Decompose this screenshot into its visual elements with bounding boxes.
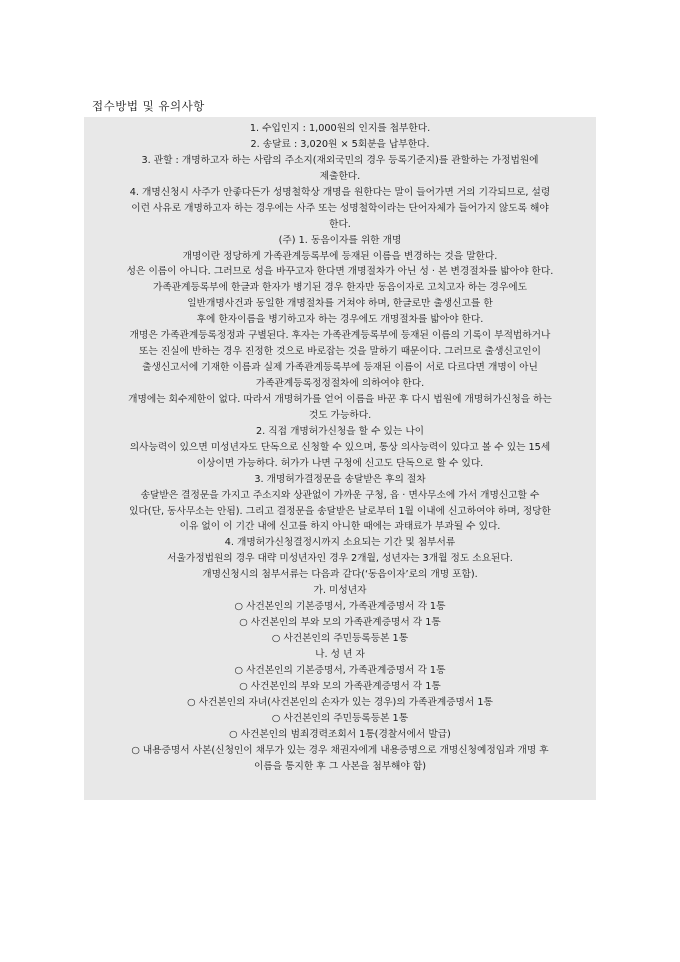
text-line: 이런 사유로 개명하고자 하는 경우에는 사주 또는 성명철학이라는 단어자체가 들어가지 않도록 해야 <box>131 202 549 214</box>
text-line: 개명이란 정당하게 가족관계등록부에 등재된 이름을 변경하는 것을 말한다. <box>182 250 498 262</box>
text-line: ○ 사건본인의 주민등록등본 1통 <box>271 633 409 644</box>
text-line: 한다. <box>329 218 351 230</box>
text-line: 개명은 가족관계등록정정과 구별된다. 후자는 가족관계등록부에 등재된 이름의 기록이 부적법하거나 <box>129 330 551 342</box>
text-line: 1. 수입인지 : 1,000원의 인지를 첩부한다. <box>249 123 431 134</box>
text-line: 3. 개명허가결정문을 송달받은 후의 절차 <box>254 473 426 485</box>
text-line: 가족관계등록정정절차에 의하여야 한다. <box>255 378 425 389</box>
text-line: ○ 사건본인의 자녀(사건본인의 손자가 있는 경우)의 가족관계증명서 1통 <box>187 696 493 708</box>
text-line: 의사능력이 있으면 미성년자도 단독으로 신청할 수 있으며, 통상 의사능력이 있다고 볼 수 있는 15세 <box>129 441 551 453</box>
text-line: 성은 이름이 아니다. 그러므로 성을 바꾸고자 한다면 개명절차가 아닌 성 · 본 변경절차를 밟아야 한다. <box>126 266 554 278</box>
notice-box <box>84 117 596 800</box>
text-line: 4. 개명허가신청결정시까지 소요되는 기간 및 첨부서류 <box>224 537 456 549</box>
text-line: ○ 내용증명서 사본(신청인이 채무가 있는 경우 채권자에게 내용증명으로 개명신청예정임과 개명 후 <box>131 744 549 756</box>
text-line: 2. 송달료 : 3,020원 × 5회분을 납부한다. <box>250 138 430 150</box>
text-line: 가. 미성년자 <box>313 585 367 597</box>
text-line: 2. 직접 개명허가신청을 할 수 있는 나이 <box>255 425 425 437</box>
text-line: ○ 사건본인의 기본증명서, 가족관계증명서 각 1통 <box>234 664 446 676</box>
text-line: 이상이면 가능하다. 허가가 나면 구청에 신고도 단독으로 할 수 있다. <box>196 457 484 469</box>
text-line: ○ 사건본인의 기본증명서, 가족관계증명서 각 1통 <box>234 601 446 613</box>
text-line: 개명신청시의 첨부서류는 다음과 같다(‘동음이자’로의 개명 포함). <box>202 569 478 581</box>
text-line: 출생신고서에 기재한 이름과 실제 가족관계등록부에 등재된 이름이 서로 다르다면 개명이 아닌 <box>142 362 538 374</box>
text-line: ○ 사건본인의 범죄경력조회서 1통(경찰서에서 발급) <box>229 728 451 740</box>
text-line: 개명에는 회수제한이 없다. 따라서 개명허가를 얻어 이름을 바꾼 후 다시 법원에 개명허가신청을 하는 <box>128 393 552 405</box>
document-heading: 접수방법 및 유의사항 <box>92 99 205 113</box>
text-line: 일반개명사건과 동일한 개명절차를 거쳐야 하며, 한글로만 출생신고를 한 <box>187 298 493 310</box>
text-line: 것도 가능하다. <box>308 409 372 421</box>
text-line: 후에 한자이름을 병기하고자 하는 경우에도 개명절차를 밟아야 한다. <box>196 314 484 326</box>
text-line: 이유 없이 이 기간 내에 신고를 하지 아니한 때에는 과태료가 부과될 수 있다. <box>179 521 501 533</box>
text-line: ○ 사건본인의 부와 모의 가족관계증명서 각 1통 <box>239 680 441 692</box>
text-line: 가족관계등록부에 한글과 한자가 병기된 경우 한자만 동음이자로 고치고자 하는 경우에도 <box>153 282 527 294</box>
text-line: 이름을 통지한 후 그 사본을 첨부해야 함) <box>254 760 426 772</box>
text-line: (주) 1. 동음이자를 위한 개명 <box>278 234 402 246</box>
text-line: 있다(단, 동사무소는 안됨). 그리고 결정문을 송달받은 날로부터 1월 이내에 신고하여야 하며, 정당한 <box>129 505 551 517</box>
text-line: 또는 진실에 반하는 경우 진정한 것으로 바로잡는 것을 말하기 때문이다. 그러므로 출생신고인이 <box>139 346 541 358</box>
text-line: ○ 사건본인의 부와 모의 가족관계증명서 각 1통 <box>239 617 441 629</box>
text-line: 서울가정법원의 경우 대략 미성년자인 경우 2개월, 성년자는 3개월 정도 소요된다. <box>167 553 513 565</box>
text-line: 4. 개명신청시 사주가 안좋다든가 성명철학상 개명을 원한다는 말이 들어가면 거의 기각되므로, 설령 <box>129 186 551 198</box>
text-line: 나. 성 년 자 <box>315 648 365 660</box>
text-line: 3. 관할 : 개명하고자 하는 사람의 주소지(재외국민의 경우 등록기준지)를 관할하는 가정법원에 <box>141 154 539 166</box>
text-line: ○ 사건본인의 주민등록등본 1통 <box>271 712 409 724</box>
text-line: 제출한다. <box>319 170 361 182</box>
text-line: 송달받은 결정문을 가지고 주소지와 상관없이 가까운 구청, 읍 · 면사무소에 가서 개명신고할 수 <box>140 489 540 501</box>
